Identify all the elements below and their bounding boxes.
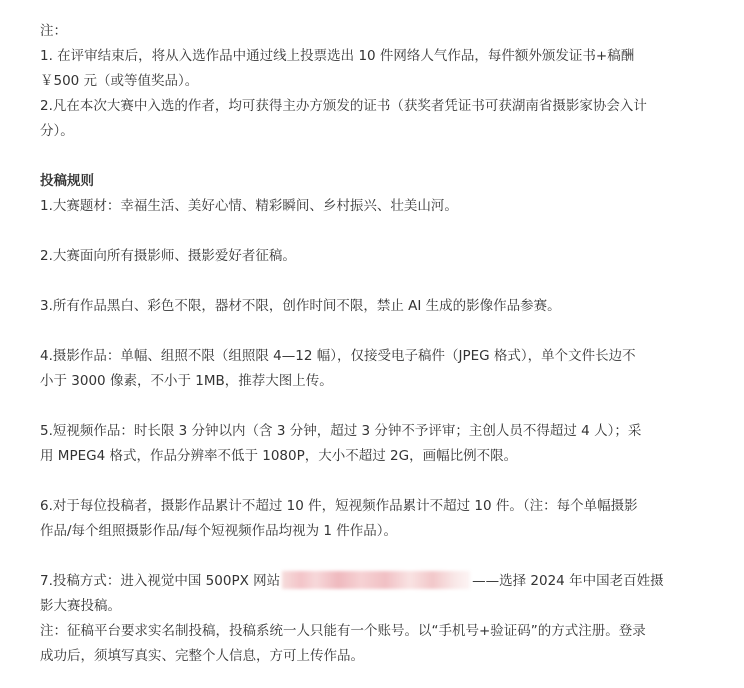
- rule-3: 3.所有作品黑白、彩色不限，器材不限，创作时间不限，禁止 AI 生成的影像作品参赛。: [40, 298, 561, 314]
- rule-7-line-2: 影大赛投稿。: [40, 598, 121, 614]
- document-body: [40, 19, 680, 669]
- note-heading: 注：: [40, 23, 67, 39]
- rule-2: 2.大赛面向所有摄影师、摄影爱好者征稿。: [40, 248, 296, 264]
- spacer: [40, 469, 680, 494]
- rule-7-line-1: [40, 569, 680, 594]
- rules-heading: 投稿规则: [40, 173, 94, 189]
- rule-6-line-1: 6.对于每位投稿者，摄影作品累计不超过 10 件，短视频作品累计不超过 10 件。（注：每个单幅摄影: [40, 498, 638, 514]
- spacer: [40, 544, 680, 569]
- note-item-2-line-1: 2.凡在本次大赛中入选的作者，均可获得主办方颁发的证书（获奖者凭证书可获湖南省摄影家协会入计: [40, 98, 647, 114]
- rule-7-suffix: ——选择 2024 年中国老百姓摄: [472, 573, 664, 589]
- spacer: [40, 219, 680, 244]
- rule-4-line-2: 小于 3000 像素，不小于 1MB，推荐大图上传。: [40, 373, 333, 389]
- rule-6-line-2: 作品/每个组照摄影作品/每个短视频作品均视为 1 件作品）。: [40, 523, 398, 539]
- rule-1: 1.大赛题材：幸福生活、美好心情、精彩瞬间、乡村振兴、壮美山河。: [40, 198, 458, 214]
- note-item-1-line-2: ￥500 元（或等值奖品）。: [40, 73, 199, 89]
- rule-4-line-1: 4.摄影作品：单幅、组照不限（组照限 4—12 幅），仅接受电子稿件（JPEG 格式），单个文件长边不: [40, 348, 636, 364]
- spacer: [40, 319, 680, 344]
- spacer: [40, 394, 680, 419]
- rule-5-line-1: 5.短视频作品：时长限 3 分钟以内（含 3 分钟，超过 3 分钟不予评审；主创人员不得超过 4 人）；采: [40, 423, 642, 439]
- rule-5-line-2: 用 MPEG4 格式，作品分辨率不低于 1080P，大小不超过 2G，画幅比例不限。: [40, 448, 518, 464]
- redacted-url-blur: [282, 571, 470, 589]
- spacer: [40, 269, 680, 294]
- rule-7-prefix: 7.投稿方式：进入视觉中国 500PX 网站: [40, 573, 281, 589]
- note-item-2-line-2: 分）。: [40, 123, 74, 139]
- registration-note-line-2: 成功后，须填写真实、完整个人信息，方可上传作品。: [40, 648, 364, 664]
- spacer: [40, 144, 680, 169]
- note-item-1-line-1: 1. 在评审结束后，将从入选作品中通过线上投票选出 10 件网络人气作品，每件额外颁发证书+稿酬: [40, 48, 635, 64]
- registration-note-line-1: 注：征稿平台要求实名制投稿，投稿系统一人只能有一个账号。以“手机号+验证码”的方式注册。登录: [40, 623, 646, 639]
